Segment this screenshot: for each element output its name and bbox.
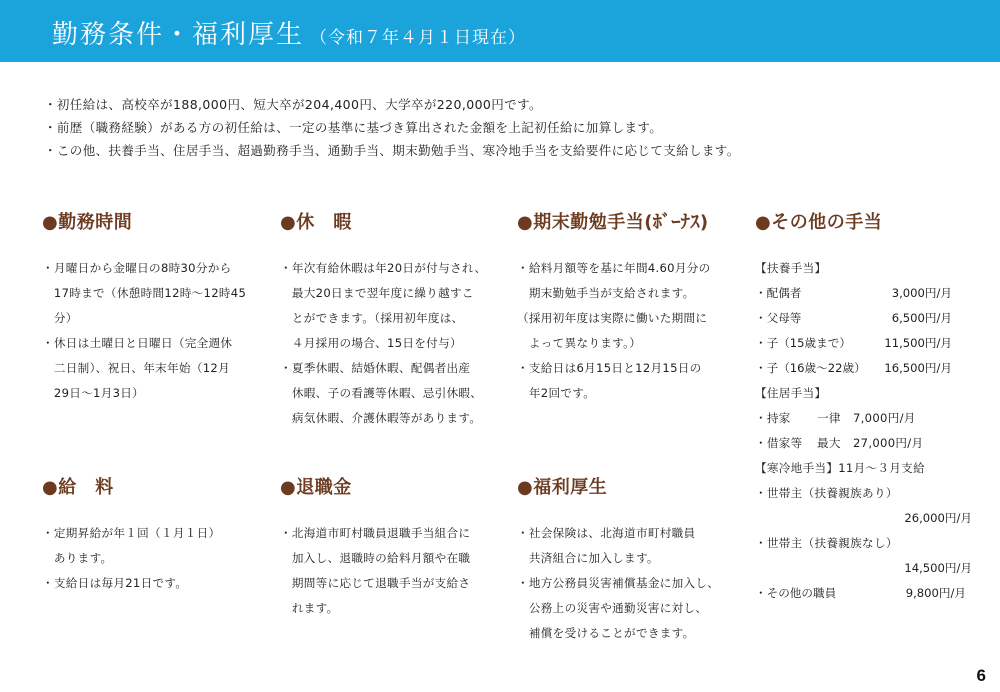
section-bonus — [517, 208, 711, 406]
section-line: ・休日は土曜日と日曜日（完全週休 — [42, 336, 233, 350]
section-line: れます。 — [280, 601, 339, 615]
section-title: ●給 料 — [42, 477, 114, 498]
section-title: ●期末勤勉手当(ﾎﾞｰﾅｽ) — [517, 212, 709, 233]
section-body — [42, 521, 220, 596]
page-title: 勤務条件・福利厚生 （令和７年４月１日現在） — [52, 20, 527, 50]
section-title: ●勤務時間 — [42, 212, 133, 233]
section-line: 病気休暇、介護休暇等があります。 — [280, 411, 482, 425]
allowance-row: ・父母等 6,500円/月 — [755, 311, 952, 325]
section-line: ・支給日は毎月21日です。 — [42, 576, 188, 590]
intro-list — [44, 93, 740, 162]
section-line: 加入し、退職時の給料月額や在職 — [280, 551, 471, 565]
section-line: 公務上の災害や通勤災害に対し、 — [517, 601, 708, 615]
allowance-row: ・子（15歳まで） 11,500円/月 — [755, 336, 952, 350]
page-number: 6 — [976, 666, 986, 685]
section-line: ・地方公務員災害補償基金に加入し、 — [517, 576, 720, 590]
section-line: 二日制）、祝日、年末年始（12月 — [42, 361, 230, 375]
section-title: ●その他の手当 — [755, 212, 883, 233]
section-line: 分） — [42, 311, 78, 325]
section-body — [42, 256, 246, 406]
intro-line: ・この他、扶養手当、住居手当、超過勤務手当、通勤手当、期末勤勉手当、寒冷地手当を支給要件に応じて支給します。 — [44, 143, 740, 158]
allowance-row: ・子（16歳～22歳） 16,500円/月 — [755, 361, 952, 375]
section-line: ・年次有給休暇は年20日が付与され、 — [280, 261, 487, 275]
page-header — [0, 0, 1000, 62]
section-welfare — [517, 473, 719, 646]
section-line: 期末勤勉手当が支給されます。 — [517, 286, 695, 300]
section-body — [517, 521, 719, 646]
housing-heading: 【住居手当】 — [755, 386, 827, 400]
section-line: ４月採用の場合、15日を付与） — [280, 336, 462, 350]
section-line: 休暇、子の看護等休暇、忌引休暇、 — [280, 386, 483, 400]
section-line: 期間等に応じて退職手当が支給さ — [280, 576, 471, 590]
cold-heading: 【寒冷地手当】11月～３月支給 — [755, 461, 925, 475]
section-title: ●退職金 — [280, 477, 352, 498]
section-line: ・給料月額等を基に年間4.60月分の — [517, 261, 711, 275]
section-line: ・月曜日から金曜日の8時30分から — [42, 261, 232, 275]
section-line: 最大20日まで翌年度に繰り越すこ — [280, 286, 474, 300]
section-line: ・北海道市町村職員退職手当組合に — [280, 526, 471, 540]
section-line: 共済組合に加入します。 — [517, 551, 659, 565]
allowance-row: ・配偶者 3,000円/月 — [755, 286, 952, 300]
section-line: あります。 — [42, 551, 113, 565]
page-subtitle: （令和７年４月１日現在） — [310, 28, 527, 48]
allowance-row: ・持家 一律 7,000円/月 — [755, 411, 916, 425]
section-line: 29日～1月3日） — [42, 386, 145, 400]
section-other-allowances — [755, 208, 980, 606]
section-line: 17時まで（休憩時間12時～12時45 — [42, 286, 247, 300]
section-line: よって異なります。） — [517, 336, 642, 350]
section-body — [280, 521, 470, 621]
allowance-label: ・世帯主（扶養親族あり） — [755, 486, 898, 500]
section-title: ●休 暇 — [280, 212, 352, 233]
section-body — [517, 256, 711, 406]
section-line: とができます。（採用初年度は、 — [280, 311, 464, 325]
section-body — [280, 256, 486, 431]
section-title: ●福利厚生 — [517, 477, 608, 498]
section-line: ・夏季休暇、結婚休暇、配偶者出産 — [280, 361, 471, 375]
section-line: ・社会保険は、北海道市町村職員 — [517, 526, 696, 540]
section-line: ・定期昇給が年１回（１月１日） — [42, 526, 221, 540]
dependent-heading: 【扶養手当】 — [755, 261, 827, 275]
allowance-amount: 14,500円/月 — [904, 561, 972, 575]
section-line: 年2回です。 — [517, 386, 596, 400]
intro-line: ・初任給は、高校卒が188,000円、短大卒が204,400円、大学卒が220,000円です。 — [44, 97, 542, 112]
section-salary — [42, 473, 220, 596]
section-line: ・支給日は6月15日と12月15日の — [517, 361, 702, 375]
allowance-amount: 26,000円/月 — [904, 511, 972, 525]
allowance-label: ・世帯主（扶養親族なし） — [755, 536, 898, 550]
section-body — [755, 256, 980, 606]
section-work-hours — [42, 208, 246, 406]
allowance-row: ・借家等 最大 27,000円/月 — [755, 436, 924, 450]
section-line: （採用初年度は実際に働いた期間に — [517, 311, 708, 325]
section-retirement — [280, 473, 470, 621]
section-holidays — [280, 208, 486, 431]
intro-line: ・前歴（職務経験）がある方の初任給は、一定の基準に基づき算出された金額を上記初任給に加算します。 — [44, 120, 663, 135]
allowance-row: ・その他の職員 9,800円/月 — [755, 586, 966, 600]
section-line: 補償を受けることができます。 — [517, 626, 695, 640]
